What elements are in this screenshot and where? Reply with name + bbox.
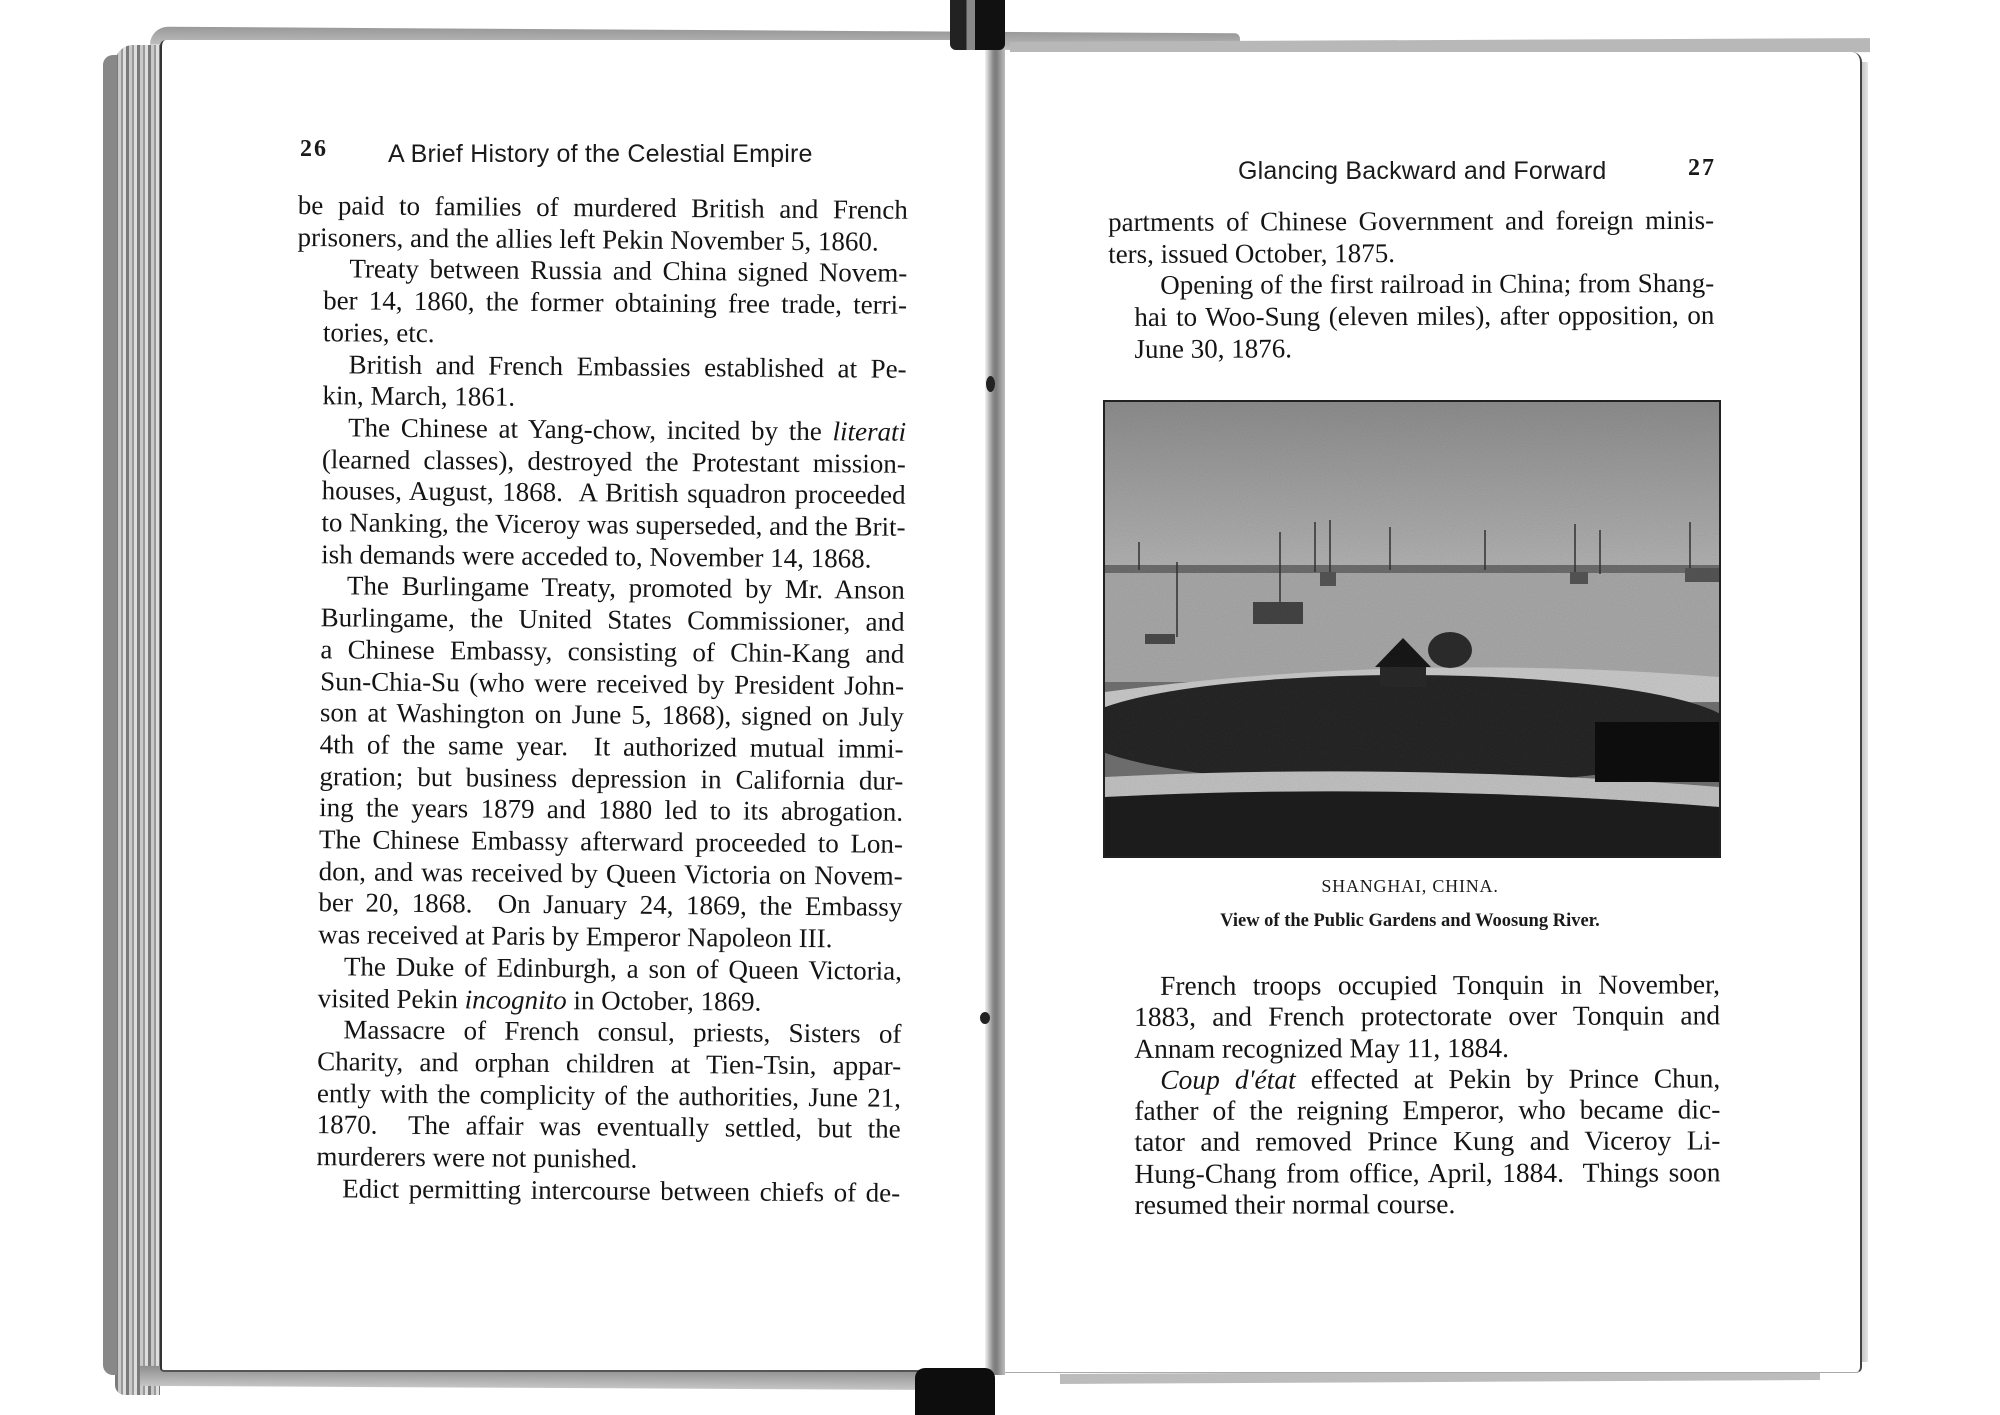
page-stack-edge xyxy=(115,45,160,1395)
text-line: ters, issued October, 1875. xyxy=(1108,237,1396,269)
text-line: kin, March, 1861. xyxy=(322,380,516,412)
paragraph xyxy=(292,570,905,955)
text-line: Treaty between Russia and China signed Novem- xyxy=(349,253,908,289)
text-line: murderers were not punished. xyxy=(316,1141,638,1174)
text-span: visited Pekin xyxy=(317,982,465,1014)
paragraph xyxy=(1108,1062,1720,1220)
paragraph xyxy=(298,190,908,258)
italic-term: incognito xyxy=(464,983,567,1015)
text-span: in October, 1869. xyxy=(573,984,762,1017)
ship-hull xyxy=(1685,568,1719,582)
text-line: was received at Paris by Emperor Napoleon III. xyxy=(318,919,833,954)
text-line: (learned classes), destroyed the Protestant mission- xyxy=(321,443,906,479)
text-line: ber 14, 1860, the former obtaining free trade, terri- xyxy=(323,285,908,320)
figure-caption-title: SHANGHAI, CHINA. xyxy=(1321,876,1499,896)
far-shore xyxy=(1105,565,1719,573)
text-line: The Chinese Embassy afterward proceeded to Lon- xyxy=(318,824,904,859)
paragraph xyxy=(297,253,908,353)
book-gutter xyxy=(985,45,1005,1375)
text-line: 4th of the same year. It authorized mutual immi- xyxy=(319,729,904,764)
running-head-right: Glancing Backward and Forward xyxy=(1238,157,1607,185)
text-line: be paid to families of murdered British and French xyxy=(297,190,908,225)
text-line: hai to Woo-Sung (eleven miles), after opposition, on xyxy=(1134,299,1715,333)
paragraph xyxy=(1108,968,1720,1063)
text-line: Massacre of French consul, priests, Sisters of xyxy=(343,1014,902,1050)
paragraph xyxy=(296,349,906,417)
bookmark-ribbon-bottom xyxy=(915,1368,995,1415)
paragraph xyxy=(290,1173,900,1209)
text-line: ish demands were acceded to, November 14, 1868. xyxy=(321,538,872,574)
foreground-lawn xyxy=(1105,791,1719,856)
paragraph xyxy=(295,412,906,575)
text-line: 1883, and French protectorate over Tonquin and xyxy=(1134,999,1721,1033)
ship-hull xyxy=(1320,572,1336,586)
text-line: partments of Chinese Government and foreign minis- xyxy=(1108,204,1715,237)
paragraph xyxy=(290,1014,901,1177)
binding-mark xyxy=(980,1012,990,1024)
text-line: 1870. The affair was eventually settled, but the xyxy=(316,1109,901,1145)
page-number-left: 26 xyxy=(300,136,328,162)
text-line: resumed their normal course. xyxy=(1134,1188,1456,1221)
text-line xyxy=(1108,1062,1720,1095)
right-page-text-bottom xyxy=(1108,968,1721,1220)
text-line: The Burlingame Treaty, promoted by Mr. Anson xyxy=(346,570,905,606)
small-boat xyxy=(1145,634,1175,644)
tree xyxy=(1428,632,1472,668)
paragraph xyxy=(292,951,902,1019)
text-line: Charity, and orphan children at Tien-Tsin, appar- xyxy=(317,1046,902,1081)
ship-hull xyxy=(1570,572,1588,584)
text-line: tories, etc. xyxy=(322,317,435,348)
page-number-right: 27 xyxy=(1688,155,1716,181)
text-line: French troops occupied Tonquin in November, xyxy=(1159,968,1721,1001)
text-line: Annam recognized May 11, 1884. xyxy=(1134,1031,1509,1064)
cover-edge xyxy=(103,55,117,1375)
text-line: Opening of the first railroad in China; from Shang- xyxy=(1160,268,1715,301)
text-line: houses, August, 1868. A British squadron proceeded xyxy=(321,475,906,511)
left-page-text xyxy=(290,190,908,1209)
text-line: British and French Embassies established at Pe- xyxy=(348,348,907,384)
italic-term: Coup d'état xyxy=(1160,1063,1296,1095)
text-line: June 30, 1876. xyxy=(1134,333,1293,364)
text-line: ber 20, 1868. On January 24, 1869, the Embassy xyxy=(318,887,903,923)
river-boat xyxy=(1253,602,1303,624)
running-head-left: A Brief History of the Celestial Empire xyxy=(388,140,813,168)
paragraph xyxy=(1108,268,1714,365)
right-page-text-top xyxy=(1108,205,1715,366)
text-line: The Duke of Edinburgh, a son of Queen Victoria, xyxy=(343,951,903,986)
text-line: ing the years 1879 and 1880 led to its abrogation. xyxy=(319,792,904,828)
photo-shanghai-public-gardens xyxy=(1103,400,1721,858)
text-line: Hung-Chang from office, April, 1884. Things soon xyxy=(1134,1156,1721,1189)
text-line: Sun-Chia-Su (who were received by President John- xyxy=(320,665,905,701)
text-span: effected at Pekin by Prince Chun, xyxy=(1295,1062,1721,1095)
bookmark-ribbon-top xyxy=(950,0,1005,50)
pavilion xyxy=(1380,667,1426,687)
sky xyxy=(1105,402,1719,572)
text-line: son at Washington on June 5, 1868), signed on July xyxy=(319,697,904,733)
halftone-photograph xyxy=(1105,402,1719,856)
text-line: to Nanking, the Viceroy was superseded, and the Brit- xyxy=(321,507,906,542)
italic-term: literati xyxy=(832,416,907,447)
text-line: father of the reigning Emperor, who became dic- xyxy=(1134,1093,1721,1127)
text-line xyxy=(292,983,902,1019)
figure-caption-subtitle: View of the Public Gardens and Woosung River. xyxy=(1220,911,1600,931)
text-span: The Chinese at Yang-chow, incited by the xyxy=(348,412,833,447)
text-line: prisoners, and the allies left Pekin November 5, 1860. xyxy=(297,221,879,257)
binding-mark xyxy=(986,376,995,392)
text-line xyxy=(296,412,906,448)
text-line: ently with the complicity of the authorities, June 21, xyxy=(316,1077,902,1113)
text-line: Edict permitting intercourse between chiefs of de- xyxy=(342,1173,901,1208)
text-line: Burlingame, the United States Commissioner, and xyxy=(320,602,905,637)
paragraph xyxy=(1108,205,1714,271)
text-line: gration; but business depression in California dur- xyxy=(319,760,904,796)
shadow-tree xyxy=(1595,722,1719,782)
text-line: a Chinese Embassy, consisting of Chin-Kang and xyxy=(320,634,905,669)
text-line: don, and was received by Queen Victoria on Novem- xyxy=(318,855,903,891)
text-line: tator and removed Prince Kung and Viceroy Li- xyxy=(1134,1124,1721,1158)
